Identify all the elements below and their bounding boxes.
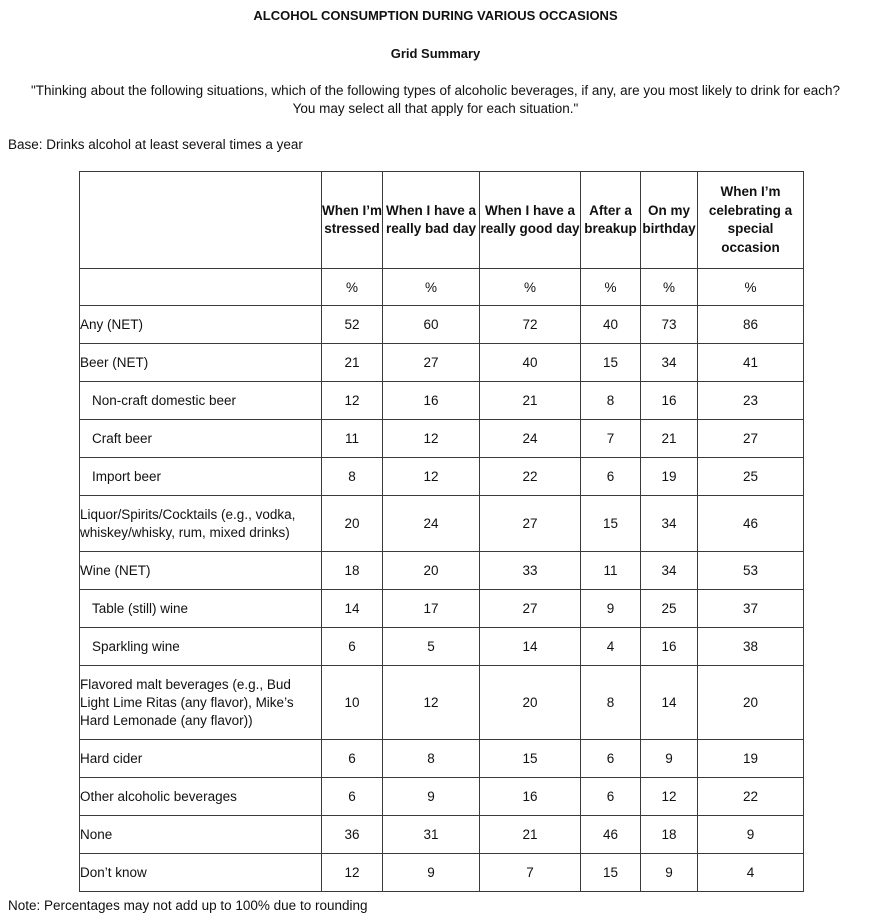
row-label: Hard cider <box>80 740 322 778</box>
value-cell: 15 <box>581 854 641 892</box>
value-cell: 11 <box>581 552 641 590</box>
value-cell: 16 <box>383 382 480 420</box>
table-row <box>80 496 804 552</box>
unit-row <box>80 269 804 306</box>
value-cell: 25 <box>698 458 804 496</box>
value-cell: 4 <box>581 628 641 666</box>
value-cell: 16 <box>641 382 698 420</box>
value-cell: 73 <box>641 306 698 344</box>
value-cell: 9 <box>383 854 480 892</box>
table-row <box>80 420 804 458</box>
value-cell: 27 <box>480 496 581 552</box>
value-cell: 14 <box>322 590 383 628</box>
header-row <box>80 172 804 269</box>
unit-cell: % <box>322 269 383 306</box>
row-label: Non-craft domestic beer <box>80 382 322 420</box>
value-cell: 10 <box>322 666 383 740</box>
value-cell: 22 <box>698 778 804 816</box>
column-header: When I’m stressed <box>322 172 383 269</box>
value-cell: 46 <box>698 496 804 552</box>
value-cell: 21 <box>480 382 581 420</box>
value-cell: 27 <box>383 344 480 382</box>
value-cell: 7 <box>581 420 641 458</box>
value-cell: 5 <box>383 628 480 666</box>
value-cell: 4 <box>698 854 804 892</box>
row-label: None <box>80 816 322 854</box>
value-cell: 41 <box>698 344 804 382</box>
footnote: Note: Percentages may not add up to 100% due to rounding <box>8 898 368 913</box>
value-cell: 9 <box>383 778 480 816</box>
value-cell: 19 <box>698 740 804 778</box>
value-cell: 6 <box>322 778 383 816</box>
row-label: Liquor/Spirits/Cocktails (e.g., vodka, whiskey/whisky, rum, mixed drinks) <box>80 496 322 552</box>
value-cell: 6 <box>322 740 383 778</box>
value-cell: 16 <box>641 628 698 666</box>
table-row <box>80 854 804 892</box>
value-cell: 21 <box>322 344 383 382</box>
row-label: Import beer <box>80 458 322 496</box>
row-label: Beer (NET) <box>80 344 322 382</box>
value-cell: 46 <box>581 816 641 854</box>
value-cell: 12 <box>322 854 383 892</box>
unit-cell-empty <box>80 269 322 306</box>
column-header: When I have a really good day <box>480 172 581 269</box>
table-row <box>80 458 804 496</box>
row-label: Other alcoholic beverages <box>80 778 322 816</box>
row-label: Sparkling wine <box>80 628 322 666</box>
row-label: Craft beer <box>80 420 322 458</box>
value-cell: 12 <box>383 666 480 740</box>
table-row <box>80 628 804 666</box>
value-cell: 15 <box>480 740 581 778</box>
value-cell: 34 <box>641 496 698 552</box>
value-cell: 22 <box>480 458 581 496</box>
unit-cell: % <box>698 269 804 306</box>
table-row <box>80 344 804 382</box>
value-cell: 6 <box>581 778 641 816</box>
value-cell: 33 <box>480 552 581 590</box>
page-title: ALCOHOL CONSUMPTION DURING VARIOUS OCCASIONS <box>253 8 618 23</box>
row-label: Don’t know <box>80 854 322 892</box>
value-cell: 9 <box>581 590 641 628</box>
unit-cell: % <box>641 269 698 306</box>
value-cell: 8 <box>581 666 641 740</box>
question-line-2: You may select all that apply for each situation." <box>292 101 579 116</box>
value-cell: 6 <box>322 628 383 666</box>
value-cell: 24 <box>383 496 480 552</box>
value-cell: 27 <box>480 590 581 628</box>
value-cell: 20 <box>480 666 581 740</box>
value-cell: 20 <box>698 666 804 740</box>
value-cell: 9 <box>641 740 698 778</box>
value-cell: 16 <box>480 778 581 816</box>
value-cell: 21 <box>641 420 698 458</box>
value-cell: 7 <box>480 854 581 892</box>
unit-cell: % <box>383 269 480 306</box>
column-header: When I have a really bad day <box>383 172 480 269</box>
value-cell: 11 <box>322 420 383 458</box>
value-cell: 14 <box>480 628 581 666</box>
column-header: On my birthday <box>641 172 698 269</box>
value-cell: 34 <box>641 344 698 382</box>
value-cell: 23 <box>698 382 804 420</box>
value-cell: 6 <box>581 740 641 778</box>
value-cell: 72 <box>480 306 581 344</box>
value-cell: 14 <box>641 666 698 740</box>
row-label: Wine (NET) <box>80 552 322 590</box>
value-cell: 12 <box>322 382 383 420</box>
value-cell: 20 <box>383 552 480 590</box>
value-cell: 12 <box>383 458 480 496</box>
unit-cell: % <box>480 269 581 306</box>
value-cell: 21 <box>480 816 581 854</box>
value-cell: 6 <box>581 458 641 496</box>
value-cell: 20 <box>322 496 383 552</box>
value-cell: 12 <box>641 778 698 816</box>
row-label-header <box>80 172 322 269</box>
value-cell: 52 <box>322 306 383 344</box>
column-header: After a breakup <box>581 172 641 269</box>
table-row <box>80 666 804 740</box>
table-row <box>80 306 804 344</box>
value-cell: 31 <box>383 816 480 854</box>
row-label: Any (NET) <box>80 306 322 344</box>
value-cell: 9 <box>698 816 804 854</box>
value-cell: 60 <box>383 306 480 344</box>
table-row <box>80 740 804 778</box>
value-cell: 12 <box>383 420 480 458</box>
survey-question <box>0 82 871 118</box>
value-cell: 8 <box>322 458 383 496</box>
value-cell: 8 <box>581 382 641 420</box>
unit-cell: % <box>581 269 641 306</box>
value-cell: 15 <box>581 496 641 552</box>
value-cell: 18 <box>641 816 698 854</box>
value-cell: 18 <box>322 552 383 590</box>
value-cell: 36 <box>322 816 383 854</box>
value-cell: 8 <box>383 740 480 778</box>
row-label: Table (still) wine <box>80 590 322 628</box>
table-row <box>80 590 804 628</box>
value-cell: 40 <box>581 306 641 344</box>
table-row <box>80 816 804 854</box>
value-cell: 15 <box>581 344 641 382</box>
row-label: Flavored malt beverages (e.g., Bud Light Lime Ritas (any flavor), Mike’s Hard Lemonade (any flavor)) <box>80 666 322 740</box>
value-cell: 40 <box>480 344 581 382</box>
value-cell: 27 <box>698 420 804 458</box>
value-cell: 86 <box>698 306 804 344</box>
page-subtitle: Grid Summary <box>390 46 481 61</box>
column-header: When I’m celebrating a special occasion <box>698 172 804 269</box>
table-row <box>80 778 804 816</box>
value-cell: 25 <box>641 590 698 628</box>
value-cell: 9 <box>641 854 698 892</box>
value-cell: 34 <box>641 552 698 590</box>
grid-summary-table <box>79 171 804 892</box>
value-cell: 38 <box>698 628 804 666</box>
value-cell: 17 <box>383 590 480 628</box>
question-line-1: "Thinking about the following situations, which of the following types of alcoholic beverages, if any, are you most likely to drink for each? <box>31 83 840 98</box>
table-row <box>80 382 804 420</box>
value-cell: 24 <box>480 420 581 458</box>
value-cell: 37 <box>698 590 804 628</box>
value-cell: 53 <box>698 552 804 590</box>
table-row <box>80 552 804 590</box>
base-description: Base: Drinks alcohol at least several times a year <box>8 137 303 152</box>
value-cell: 19 <box>641 458 698 496</box>
